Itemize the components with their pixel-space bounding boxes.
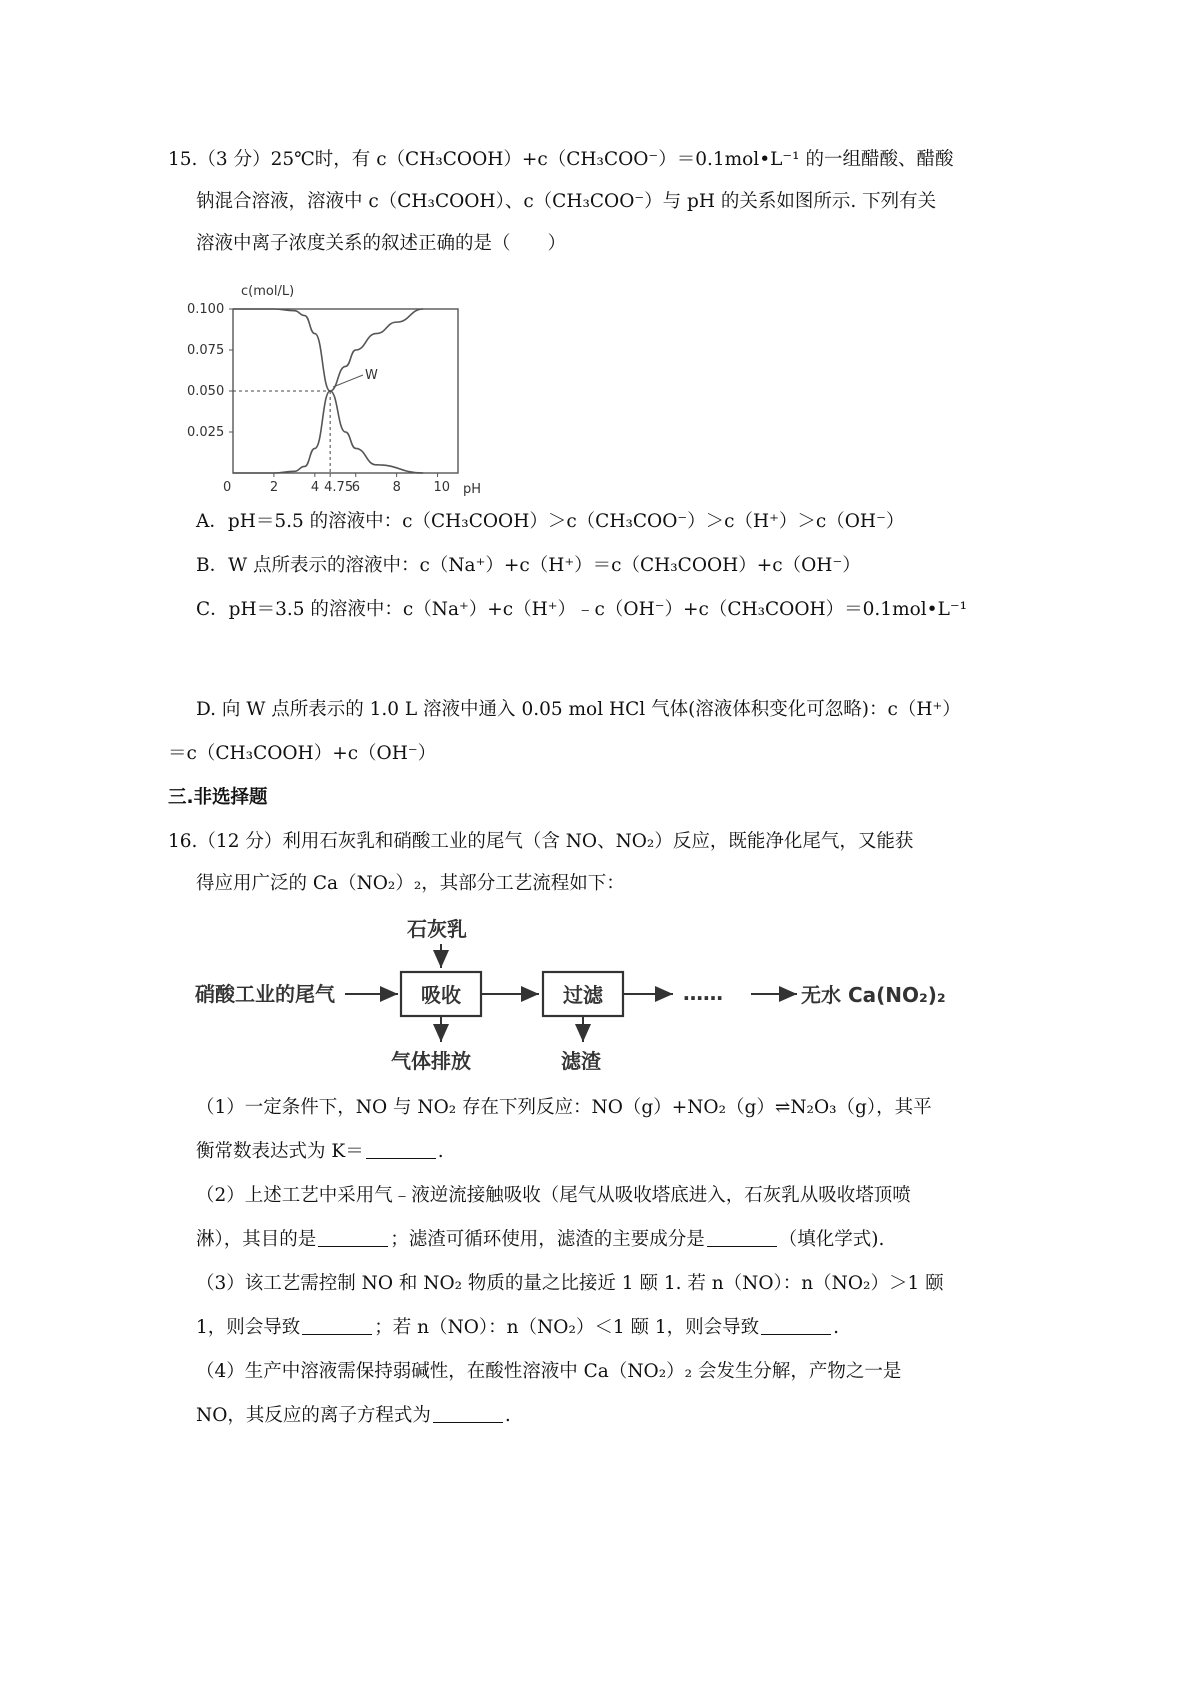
q16-stem-line1: 16.（12 分）利用石灰乳和硝酸工业的尾气（含 NO、NO₂）反应，既能净化尾气，又能获 — [168, 831, 914, 852]
q16-part2-line1: （2）上述工艺中采用气﹣液逆流接触吸收（尾气从吸收塔底进入，石灰乳从吸收塔顶喷 — [196, 1185, 911, 1206]
q15-stem-line1: 15.（3 分）25℃时，有 c（CH₃COOH）+c（CH₃COO⁻）＝0.1mol•L⁻¹ 的一组醋酸、醋酸 — [168, 149, 954, 170]
q16-part1-line2: 衡常数表达式为 K＝ . — [196, 1138, 444, 1166]
x-tick-label: 4 — [310, 480, 320, 495]
origin-label: 0 — [223, 480, 232, 495]
q16-part3-line2: 1，则会导致 ；若 n（NO）：n（NO₂）＜1 颐 1，则会导致 . — [196, 1314, 839, 1342]
part3-text-a: 1，则会导致 — [196, 1317, 301, 1338]
part1-text: 衡常数表达式为 K＝ — [196, 1141, 364, 1162]
option-d-line1: D. 向 W 点所表示的 1.0 L 溶液中通入 0.05 mol HCl 气体(溶液体积变化可忽略)：c（H⁺） — [196, 699, 961, 720]
option-a: A．pH＝5.5 的溶液中：c（CH₃COOH）＞c（CH₃COO⁻）＞c（H⁺）＞c（OH⁻） — [196, 511, 905, 532]
series-line-2 — [233, 309, 423, 473]
part2-text-a: 淋），其目的是 — [196, 1229, 317, 1250]
y-tick-label: 0.100 — [187, 302, 225, 317]
chart-ylabel: c(mol/L) — [241, 284, 295, 299]
flow-input: 硝酸工业的尾气 — [195, 982, 335, 1006]
q16-part4-line1: （4）生产中溶液需保持弱碱性，在酸性溶液中 Ca（NO₂）₂ 会发生分解，产物之一是 — [196, 1361, 902, 1382]
part4-text: NO，其反应的离子方程式为 — [196, 1405, 431, 1426]
flow-below-residue: 滤渣 — [561, 1049, 601, 1073]
answer-blank-residue[interactable] — [707, 1226, 777, 1247]
answer-blank-k[interactable] — [366, 1138, 436, 1159]
option-b: B．W 点所表示的溶液中：c（Na⁺）+c（H⁺）＝c（CH₃COOH）+c（OH⁻） — [196, 555, 861, 576]
y-tick-label: 0.050 — [187, 384, 225, 399]
x-tick-label: 2 — [269, 480, 279, 495]
flow-output: 无水 Ca(NO₂)₂ — [801, 983, 946, 1007]
q16-part4-line2: NO，其反应的离子方程式为 . — [196, 1402, 511, 1430]
flow-dots: …… — [683, 981, 723, 1005]
x-tick-label: 10 — [433, 480, 451, 495]
q16-stem-line2: 得应用广泛的 Ca（NO₂）₂，其部分工艺流程如下： — [196, 873, 625, 894]
q15-stem-line3: 溶液中离子浓度关系的叙述正确的是（ ） — [196, 233, 567, 254]
answer-blank-purpose[interactable] — [318, 1226, 388, 1247]
part2-text-b: ；滤渣可循环使用，滤渣的主要成分是 — [390, 1229, 705, 1250]
y-tick-label: 0.025 — [187, 425, 225, 440]
concentration-ph-chart — [185, 265, 505, 505]
chart-xlabel: pH — [463, 482, 482, 497]
flow-below-gas: 气体排放 — [391, 1049, 471, 1073]
q16-part2-line2 — [196, 1226, 884, 1254]
answer-blank-equation[interactable] — [433, 1402, 503, 1423]
part3-text-b: ；若 n（NO）：n（NO₂）＜1 颐 1，则会导致 — [374, 1317, 760, 1338]
section-title: 三.非选择题 — [168, 787, 268, 808]
q15-stem-line2: 钠混合溶液，溶液中 c（CH₃COOH）、c（CH₃COO⁻）与 pH 的关系如图所示. 下列有关 — [196, 191, 937, 212]
y-tick-label: 0.075 — [187, 343, 225, 358]
x-tick-label: 6 — [351, 480, 361, 495]
part2-text-c: （填化学式). — [778, 1229, 885, 1250]
q16-part3-line1: （3）该工艺需控制 NO 和 NO₂ 物质的量之比接近 1 颐 1. 若 n（NO）：n（NO₂）＞1 颐 — [196, 1273, 944, 1294]
chart-frame — [233, 309, 458, 473]
option-c: C．pH＝3.5 的溶液中：c（Na⁺）+c（H⁺）﹣c（OH⁻）+c（CH₃COOH）＝0.1mol•L⁻¹ — [196, 599, 968, 620]
flow-top-input: 石灰乳 — [407, 917, 467, 941]
option-d-line2: ＝c（CH₃COOH）+c（OH⁻） — [168, 743, 437, 764]
x-tick-label: 4.75 — [324, 480, 354, 495]
chart-annotation-w: W — [365, 368, 378, 383]
answer-blank-excess-no[interactable] — [302, 1314, 372, 1335]
answer-blank-excess-no2[interactable] — [761, 1314, 831, 1335]
q16-part1-line1: （1）一定条件下，NO 与 NO₂ 存在下列反应：NO（g）+NO₂（g）⇌N₂O₃（g），其平 — [196, 1097, 932, 1118]
process-flow-diagram — [195, 908, 955, 1078]
series-line-1 — [233, 309, 423, 473]
flow-box-absorb: 吸收 — [421, 983, 461, 1007]
x-tick-label: 8 — [392, 480, 401, 495]
flow-box-filter: 过滤 — [563, 983, 603, 1007]
